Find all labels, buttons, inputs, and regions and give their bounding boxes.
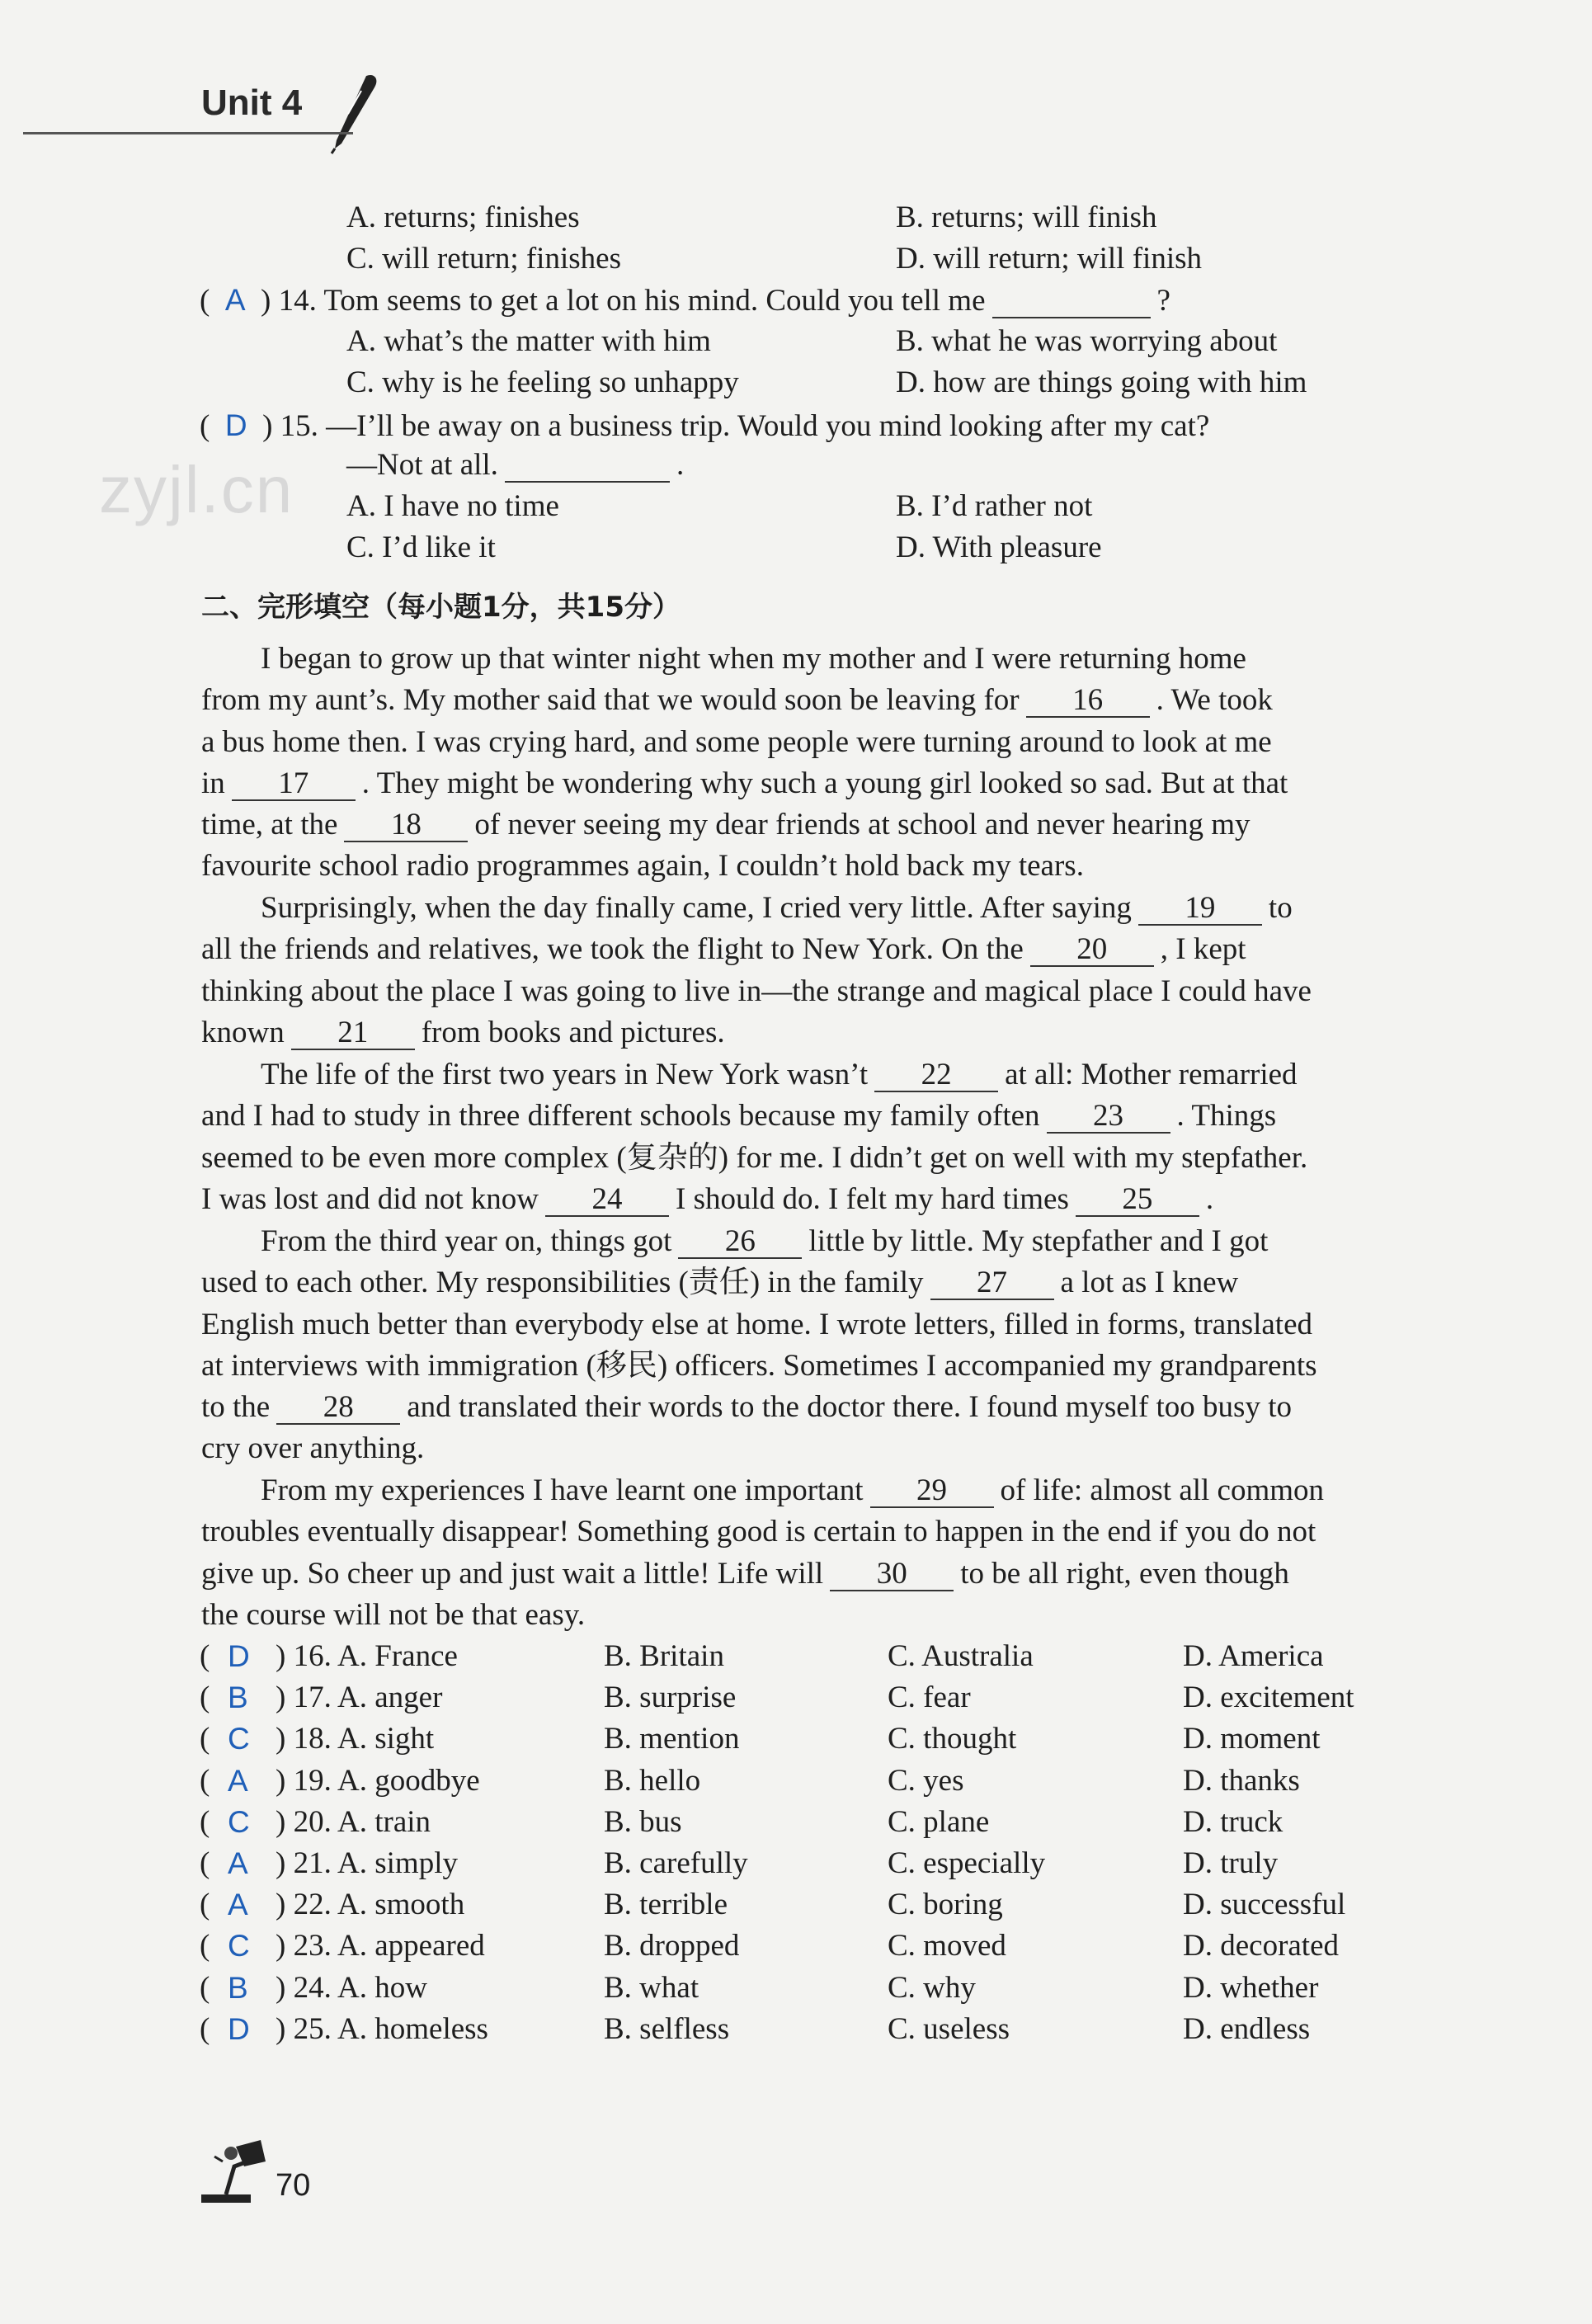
blank-30: 30 — [830, 1558, 954, 1591]
q14-option-d: D. how are things going with him — [896, 365, 1307, 399]
option-b: B. hello — [604, 1763, 701, 1798]
option-a: ) 17. A. anger — [276, 1681, 443, 1715]
passage-line: give up. So cheer up and just wait a little! Life will 30 to be all right, even though — [201, 1556, 1289, 1591]
unit-title: Unit 4 — [201, 82, 303, 123]
option-a: ) 21. A. simply — [276, 1846, 458, 1880]
passage-line: I was lost and did not know 24 I should do. I felt my hard times 25 . — [201, 1181, 1214, 1216]
paren: ( — [200, 1681, 210, 1715]
paren: ( — [200, 1639, 210, 1673]
passage-paragraph-4 — [201, 1221, 1422, 1470]
blank-25: 25 — [1076, 1184, 1199, 1217]
option-b: B. terrible — [604, 1888, 728, 1922]
option-b: B. Britain — [604, 1639, 724, 1673]
q15-option-d: D. With pleasure — [896, 530, 1102, 564]
passage-line: thinking about the place I was going to live in—the strange and magical place I could have — [201, 973, 1312, 1008]
option-d: D. truck — [1183, 1804, 1283, 1839]
passage-line: Surprisingly, when the day finally came, I cried very little. After saying 19 to — [261, 891, 1293, 925]
passage-line: at interviews with immigration (移民) officers. Sometimes I accompanied my grandparents — [201, 1348, 1317, 1383]
option-b: B. mention — [604, 1722, 740, 1756]
question-14-end: ? — [1156, 284, 1170, 318]
lamp-icon — [198, 2137, 269, 2204]
blank-20: 20 — [1030, 934, 1154, 967]
passage-line: cry over anything. — [201, 1431, 425, 1466]
answer-letter: A — [228, 1846, 248, 1880]
option-d: D. decorated — [1183, 1929, 1340, 1963]
paren: ( — [200, 1888, 210, 1922]
blank-24: 24 — [545, 1184, 669, 1217]
passage-line: the course will not be that easy. — [201, 1597, 586, 1632]
paren: ( — [200, 1929, 210, 1963]
passage-line: The life of the first two years in New York wasn’t 22 at all: Mother remarried — [261, 1058, 1298, 1091]
blank — [992, 285, 1151, 318]
passage-line: to the 28 and translated their words to the doctor there. I found myself too busy to — [201, 1390, 1292, 1425]
option-c: C. yes — [888, 1763, 964, 1798]
option-d: D. truly — [1183, 1846, 1279, 1880]
passage-paragraph-1 — [201, 639, 1422, 888]
option-d: D. excitement — [1183, 1681, 1354, 1715]
answer-letter: C — [228, 1929, 250, 1963]
passage-line: used to each other. My responsibilities (责任) in the family 27 a lot as I knew — [201, 1266, 1239, 1300]
q13-option-a: A. returns; finishes — [346, 200, 580, 234]
blank-22: 22 — [874, 1059, 998, 1092]
blank-19: 19 — [1138, 893, 1262, 926]
option-d: D. successful — [1183, 1888, 1346, 1922]
passage-line: time, at the 18 of never seeing my dear friends at school and never hearing my — [201, 808, 1251, 842]
option-a: ) 20. A. train — [276, 1804, 431, 1839]
question-15: ( D ) 15. —I’ll be away on a business trip. Would you mind looking after my cat? — [200, 408, 1210, 443]
answer-14: A — [224, 283, 246, 317]
question-14-text: ) 14. Tom seems to get a lot on his mind. Could you tell me — [261, 284, 986, 318]
passage-line: in 17 . They might be wondering why such a young girl looked so sad. But at that — [201, 766, 1288, 800]
option-b: B. carefully — [604, 1846, 748, 1880]
q13-option-b: B. returns; will finish — [896, 200, 1157, 234]
option-d: D. thanks — [1183, 1763, 1300, 1798]
pen-icon — [323, 73, 381, 155]
answer-letter: D — [228, 1639, 250, 1673]
option-a: ) 22. A. smooth — [276, 1888, 465, 1922]
answer-letter: A — [228, 1888, 248, 1922]
option-c: C. boring — [888, 1888, 1003, 1922]
passage-line: a bus home then. I was crying hard, and some people were turning around to look at me — [201, 724, 1272, 759]
option-d: D. moment — [1183, 1722, 1321, 1756]
question-15-text: ) 15. —I’ll be away on a business trip. Would you mind looking after my cat? — [262, 409, 1210, 443]
q15-option-c: C. I’d like it — [346, 530, 496, 564]
answer-15: D — [224, 408, 247, 442]
passage-paragraph-2 — [201, 888, 1422, 1054]
q14-option-b: B. what he was worrying about — [896, 324, 1278, 358]
blank-29: 29 — [870, 1475, 994, 1508]
passage-line: English much better than everybody else at home. I wrote letters, filled in forms, translated — [201, 1307, 1313, 1341]
q13-option-d: D. will return; will finish — [896, 242, 1202, 276]
blank-23: 23 — [1047, 1101, 1170, 1134]
blank — [505, 450, 670, 483]
section-title: 二、完形填空（每小题1分，共15分） — [201, 591, 681, 624]
question-14: ( A ) 14. Tom seems to get a lot on his mind. Could you tell me ? — [200, 283, 1170, 318]
answer-letter: B — [228, 1681, 248, 1715]
option-c: C. fear — [888, 1681, 971, 1715]
paren: ( — [200, 1763, 210, 1798]
q15-option-a: A. I have no time — [346, 489, 559, 523]
passage-line: seemed to be even more complex (复杂的) for me. I didn’t get on well with my stepfather. — [201, 1140, 1308, 1175]
paren: ( — [200, 1970, 210, 2005]
option-b: B. surprise — [604, 1681, 737, 1715]
q14-option-c: C. why is he feeling so unhappy — [346, 365, 739, 399]
answer-letter: C — [228, 1722, 250, 1756]
page-number: 70 — [276, 2168, 311, 2203]
option-b: B. selfless — [604, 2011, 730, 2046]
option-b: B. dropped — [604, 1929, 740, 1963]
passage-line: from my aunt’s. My mother said that we would soon be leaving for 16 . We took — [201, 683, 1273, 718]
blank-27: 27 — [930, 1267, 1054, 1300]
option-c: C. plane — [888, 1804, 990, 1839]
answer-letter: D — [228, 2011, 250, 2046]
option-a: ) 18. A. sight — [276, 1722, 435, 1756]
paren: ( — [200, 1846, 210, 1880]
answer-letter: C — [228, 1804, 250, 1839]
passage-line: I began to grow up that winter night when my mother and I were returning home — [261, 642, 1246, 676]
paren: ( — [200, 2011, 210, 2046]
option-a: ) 23. A. appeared — [276, 1929, 485, 1963]
passage-line: favourite school radio programmes again, I couldn’t hold back my tears. — [201, 849, 1084, 884]
option-c: C. moved — [888, 1929, 1006, 1963]
option-a: ) 25. A. homeless — [276, 2011, 488, 2046]
option-c: C. Australia — [888, 1639, 1034, 1673]
option-b: B. bus — [604, 1804, 682, 1839]
passage-line: From the third year on, things got 26 little by little. My stepfather and I got — [261, 1224, 1269, 1258]
passage-line: From my experiences I have learnt one important 29 of life: almost all common — [261, 1473, 1325, 1507]
option-d: D. America — [1183, 1639, 1324, 1673]
option-b: B. what — [604, 1970, 699, 2005]
option-a: ) 24. A. how — [276, 1970, 427, 2005]
paren: ( — [200, 1804, 210, 1839]
option-c: C. why — [888, 1970, 976, 2005]
q13-option-c: C. will return; finishes — [346, 242, 621, 276]
passage-paragraph-5 — [201, 1470, 1422, 1636]
option-c: C. useless — [888, 2011, 1010, 2046]
blank-16: 16 — [1026, 685, 1150, 718]
header-rule — [23, 132, 353, 134]
passage-line: all the friends and relatives, we took the flight to New York. On the 20 , I kept — [201, 932, 1246, 967]
passage-line: known 21 from books and pictures. — [201, 1015, 725, 1049]
answer-letter: A — [228, 1763, 248, 1798]
option-c: C. especially — [888, 1846, 1046, 1880]
option-a: ) 16. A. France — [276, 1639, 458, 1673]
reply-text: —Not at all. — [346, 448, 498, 482]
question-15-reply — [346, 447, 684, 483]
passage-paragraph-3 — [201, 1054, 1422, 1220]
blank-28: 28 — [276, 1392, 400, 1425]
passage-line: and I had to study in three different schools because my family often 23 . Things — [201, 1099, 1277, 1134]
q14-option-a: A. what’s the matter with him — [346, 324, 711, 358]
blank-21: 21 — [291, 1017, 415, 1050]
option-a: ) 19. A. goodbye — [276, 1763, 480, 1798]
watermark: zyjl.cn — [99, 453, 294, 526]
q15-option-b: B. I’d rather not — [896, 489, 1093, 523]
paren: ( — [200, 1722, 210, 1756]
answer-letter: B — [228, 1970, 248, 2005]
option-c: C. thought — [888, 1722, 1017, 1756]
blank-17: 17 — [232, 768, 356, 801]
option-d: D. whether — [1183, 1970, 1319, 2005]
passage-line: troubles eventually disappear! Something good is certain to happen in the end if you do not — [201, 1515, 1316, 1549]
blank-26: 26 — [678, 1226, 802, 1259]
option-d: D. endless — [1183, 2011, 1311, 2046]
blank-18: 18 — [344, 809, 468, 842]
reply-end: . — [676, 448, 685, 482]
